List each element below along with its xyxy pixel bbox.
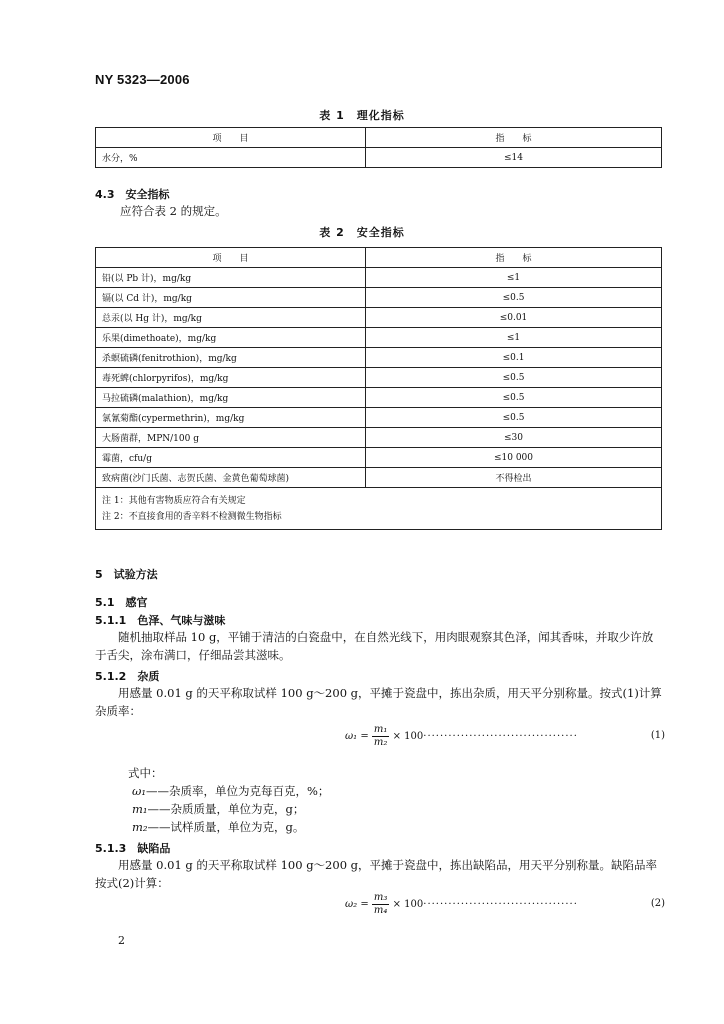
section-5-1-1-text: 随机抽取样品 10 g，平铺于清洁的白瓷盘中，在自然光线下，用肉眼观察其色泽，闻其香味，并取少许放于舌尖，涂布满口，仔细品尝其滋味。 — [95, 630, 654, 662]
table2-value-cell: ≤0.5 — [366, 288, 662, 308]
table2-caption: 表 2 安全指标 — [319, 226, 405, 239]
table-row — [96, 348, 662, 368]
table-row — [96, 388, 662, 408]
table2-item-cell: 镉(以 Cd 计)，mg/kg — [96, 288, 366, 308]
formula-1-lhs: ω₁ = — [345, 731, 369, 742]
table2-item-cell: 乐果(dimethoate)，mg/kg — [96, 328, 366, 348]
formula-1-denominator: m₂ — [373, 737, 388, 748]
formula-2-rhs: × 100 — [392, 899, 424, 910]
table2-note-1: 注 1：其他有害物质应符合有关规定 — [102, 495, 246, 506]
section-4-3-text: 应符合表 2 的规定。 — [120, 204, 227, 218]
table1-caption: 表 1 理化指标 — [319, 109, 405, 122]
table2-col-index: 指 标 — [366, 248, 662, 268]
table-row — [96, 468, 662, 488]
table1-value-cell: ≤14 — [366, 148, 662, 168]
table-row — [96, 368, 662, 388]
formula-1-numerator: m₁ — [373, 724, 388, 735]
table2-value-cell: ≤0.01 — [366, 308, 662, 328]
var-symbol: m₁ — [132, 802, 148, 816]
formula-1-fraction — [372, 724, 390, 749]
table2-item-cell: 霉菌，cfu/g — [96, 448, 366, 468]
table2-item-cell: 总汞(以 Hg 计)，mg/kg — [96, 308, 366, 328]
table-row — [96, 308, 662, 328]
table-row — [96, 288, 662, 308]
table2-notes — [96, 488, 662, 530]
table2-value-cell: 不得检出 — [366, 468, 662, 488]
table1-col-index: 指 标 — [366, 128, 662, 148]
table2-value-cell: ≤0.5 — [366, 388, 662, 408]
formula-2-fraction — [372, 892, 390, 917]
page-number: 2 — [118, 934, 125, 947]
section-5-1-2-title: 5.1.2 杂质 — [95, 670, 160, 683]
table2-note-2: 注 2：不直接食用的香辛料不检测微生物指标 — [102, 511, 282, 522]
table1-col-item: 项 目 — [96, 128, 366, 148]
formula-2-numerator: m₃ — [373, 892, 388, 903]
var-desc: ——杂质质量，单位为克，g； — [147, 802, 305, 816]
where-label: 式中： — [128, 766, 163, 780]
section-4-3-title: 4.3 安全指标 — [95, 188, 170, 201]
formula-2-denominator: m₄ — [373, 905, 388, 916]
table2-notes-row — [96, 488, 662, 530]
table2-value-cell: ≤10 000 — [366, 448, 662, 468]
formula-1-tag: (1) — [650, 730, 665, 741]
formula-1-rhs: × 100 — [392, 731, 424, 742]
table2-item-cell: 马拉硫磷(malathion)，mg/kg — [96, 388, 366, 408]
var-symbol: m₂ — [132, 820, 148, 834]
table2-item-cell: 氯氰菊酯(cypermethrin)，mg/kg — [96, 408, 366, 428]
table2-value-cell: ≤0.1 — [366, 348, 662, 368]
table1 — [95, 127, 662, 168]
var-def-2 — [132, 800, 304, 818]
section-5-1-3-title: 5.1.3 缺陷品 — [95, 842, 171, 855]
table-row — [96, 428, 662, 448]
var-def-1 — [132, 782, 329, 800]
table2-item-cell: 大肠菌群，MPN/100 g — [96, 428, 366, 448]
table2-item-cell: 致病菌(沙门氏菌、志贺氏菌、金黄色葡萄球菌) — [96, 468, 366, 488]
section-5-1-2-text: 用感量 0.01 g 的天平称取试样 100 g～200 g，平摊于瓷盘中，拣出杂质，用天平分别称量。按式(1)计算杂质率： — [95, 686, 662, 718]
formula-1-leader: ····································· — [423, 731, 578, 742]
var-symbol: ω₁ — [132, 784, 146, 798]
formula-2-tag: (2) — [650, 898, 665, 909]
table2-item-cell: 铅(以 Pb 计)，mg/kg — [96, 268, 366, 288]
section-5-1-title: 5.1 感官 — [95, 596, 148, 609]
table2-item-cell: 杀螟硫磷(fenitrothion)，mg/kg — [96, 348, 366, 368]
table2-col-item: 项 目 — [96, 248, 366, 268]
formula-2 — [345, 892, 665, 917]
table2-value-cell: ≤1 — [366, 268, 662, 288]
table2-item-cell: 毒死蜱(chlorpyrifos)，mg/kg — [96, 368, 366, 388]
standard-code-header: NY 5323—2006 — [95, 72, 190, 87]
table2-value-cell: ≤0.5 — [366, 368, 662, 388]
formula-2-leader: ····································· — [423, 899, 578, 910]
formula-1 — [345, 724, 665, 749]
table1-header-row — [96, 128, 662, 148]
section-5-title: 5 试验方法 — [95, 568, 158, 581]
var-desc: ——杂质率，单位为克每百克，%； — [146, 784, 330, 798]
section-5-1-1-title: 5.1.1 色泽、气味与滋味 — [95, 614, 226, 627]
table-row — [96, 328, 662, 348]
table-row — [96, 448, 662, 468]
table-row — [96, 268, 662, 288]
table-row — [96, 148, 662, 168]
var-def-3 — [132, 818, 304, 836]
table2 — [95, 247, 662, 530]
table2-value-cell: ≤30 — [366, 428, 662, 448]
table2-value-cell: ≤1 — [366, 328, 662, 348]
var-desc: ——试样质量，单位为克，g。 — [147, 820, 305, 834]
section-5-1-3-text: 用感量 0.01 g 的天平称取试样 100 g～200 g，平摊于瓷盘中，拣出缺陷品，用天平分别称量。缺陷品率按式(2)计算： — [95, 858, 658, 890]
table2-header-row — [96, 248, 662, 268]
table1-item-cell: 水分，% — [96, 148, 366, 168]
table-row — [96, 408, 662, 428]
formula-2-lhs: ω₂ = — [345, 899, 369, 910]
table2-value-cell: ≤0.5 — [366, 408, 662, 428]
